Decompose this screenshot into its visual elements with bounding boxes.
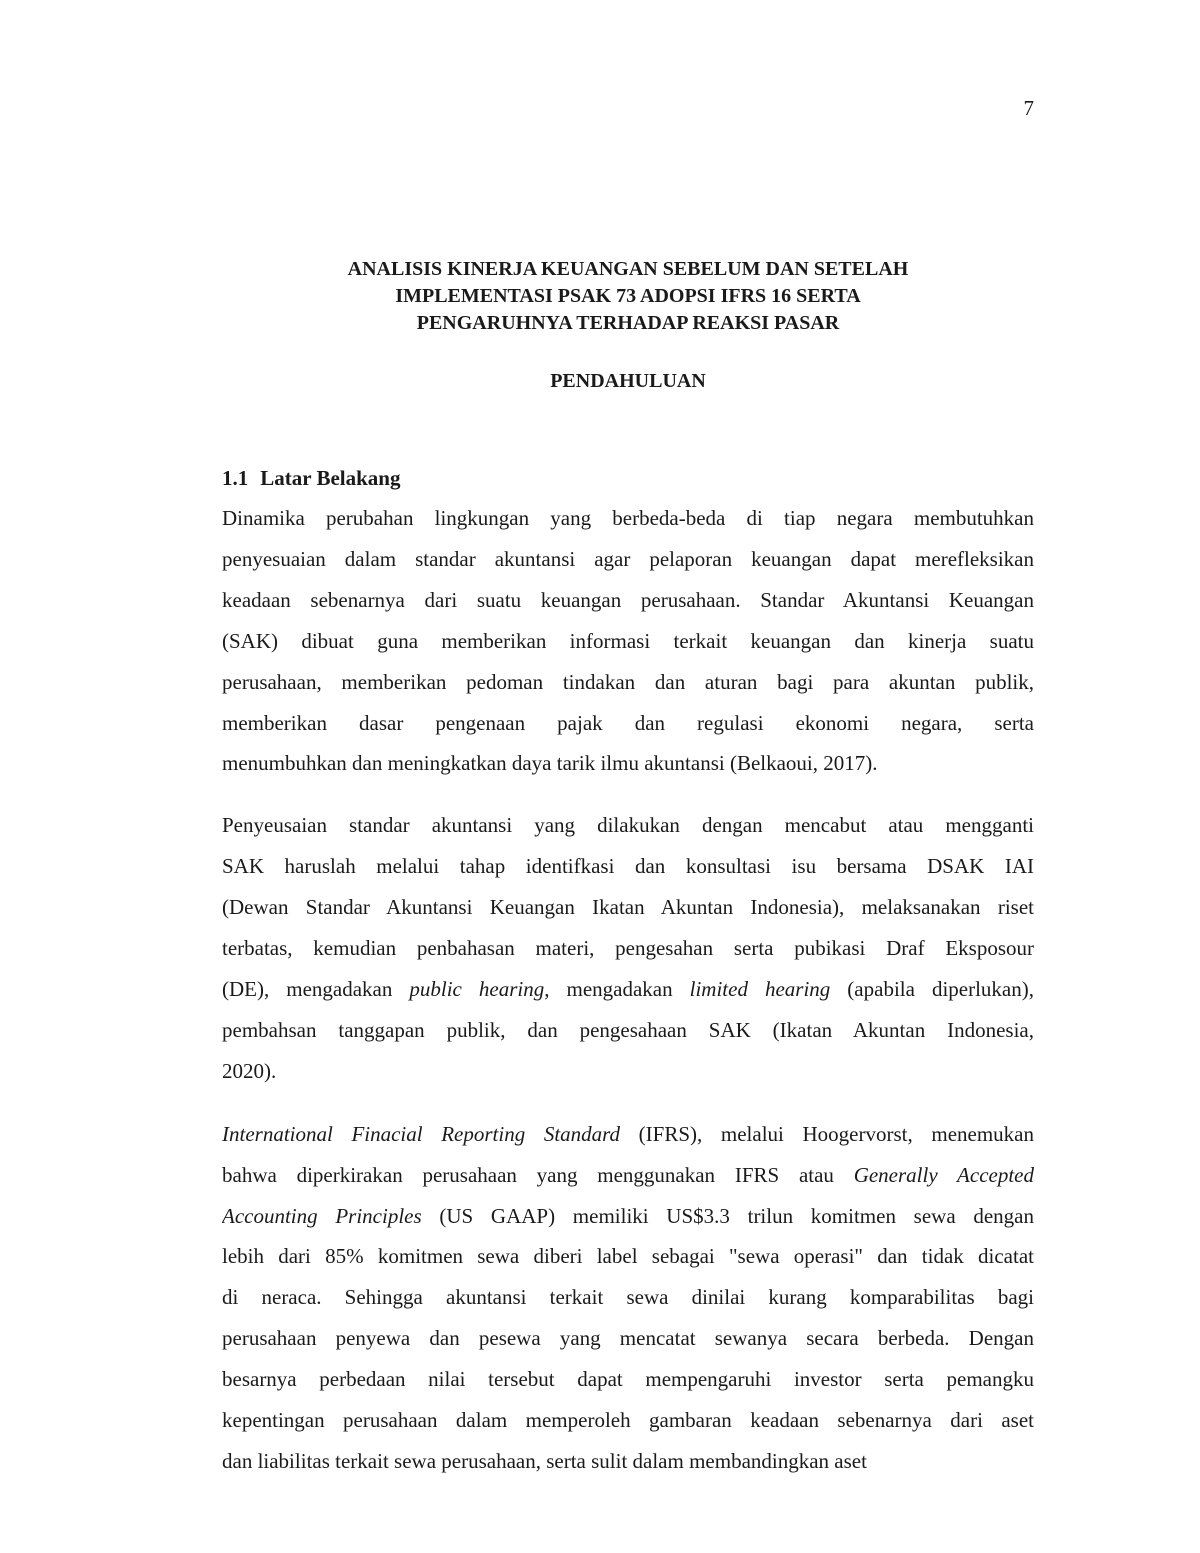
- text-line: lebih dari 85% komitmen sewa diberi label sebagai "sewa operasi" dan tidak dicatat: [222, 1244, 1034, 1269]
- italic-term: limited hearing: [689, 976, 831, 1001]
- text-line: [222, 969, 1034, 1010]
- title-line: IMPLEMENTASI PSAK 73 ADOPSI IFRS 16 SERTA: [395, 285, 861, 307]
- text-run: , mengadakan: [544, 976, 690, 1001]
- text-line: (SAK) dibuat guna memberikan informasi terkait keuangan dan kinerja suatu: [222, 628, 1034, 653]
- italic-term: International Finacial Reporting Standard: [222, 1121, 621, 1146]
- text-line: keadaan sebenarnya dari suatu keuangan perusahaan. Standar Akuntansi Keuangan: [222, 587, 1034, 612]
- text-line: perusahaan, memberikan pedoman tindakan dan aturan bagi para akuntan publik,: [222, 669, 1034, 694]
- text-line: SAK haruslah melalui tahap identifkasi dan konsultasi isu bersama DSAK IAI: [222, 854, 1034, 879]
- text-line: dan liabilitas terkait sewa perusahaan, serta sulit dalam membandingkan aset: [222, 1448, 867, 1473]
- title-line: ANALISIS KINERJA KEUANGAN SEBELUM DAN SETELAH: [347, 258, 909, 280]
- text-run: (IFRS), melalui Hoogervorst, menemukan: [620, 1121, 1034, 1146]
- text-line: kepentingan perusahaan dalam memperoleh gambaran keadaan sebenarnya dari aset: [222, 1408, 1034, 1433]
- text-line: penyesuaian dalam standar akuntansi agar pelaporan keuangan dapat merefleksikan: [222, 546, 1034, 571]
- text-line: Penyeusaian standar akuntansi yang dilakukan dengan mencabut atau mengganti: [222, 813, 1034, 838]
- document-title: [222, 256, 1034, 337]
- text-line: [222, 1114, 1034, 1155]
- body-text: [222, 498, 1034, 1503]
- section-heading: [222, 466, 400, 491]
- text-run: bahwa diperkirakan perusahaan yang menggunakan IFRS atau: [222, 1162, 854, 1187]
- italic-term: Generally Accepted: [853, 1162, 1034, 1187]
- section-number: 1.1: [222, 466, 249, 490]
- page-number: 7: [1023, 96, 1034, 120]
- text-line: [222, 1196, 1034, 1237]
- text-line: terbatas, kemudian penbahasan materi, pengesahan serta pubikasi Draf Eksposour: [222, 936, 1034, 961]
- text-line: 2020).: [222, 1058, 277, 1083]
- paragraph-3: [222, 1114, 1034, 1482]
- text-run: (DE), mengadakan: [222, 976, 410, 1001]
- text-line: Dinamika perubahan lingkungan yang berbeda-beda di tiap negara membutuhkan: [222, 506, 1034, 530]
- section-title: Latar Belakang: [260, 466, 401, 490]
- text-line: besarnya perbedaan nilai tersebut dapat mempengaruhi investor serta pemangku: [222, 1367, 1034, 1392]
- title-line: PENGARUHNYA TERHADAP REAKSI PASAR: [416, 312, 840, 334]
- text-line: (Dewan Standar Akuntansi Keuangan Ikatan Akuntan Indonesia), melaksanakan riset: [222, 895, 1034, 920]
- text-run: (US GAAP) memiliki US$3.3 trilun komitmen sewa dengan: [421, 1203, 1034, 1228]
- text-line: pembahsan tanggapan publik, dan pengesahaan SAK (Ikatan Akuntan Indonesia,: [222, 1017, 1034, 1042]
- text-line: perusahaan penyewa dan pesewa yang mencatat sewanya secara berbeda. Dengan: [222, 1326, 1034, 1351]
- text-line: di neraca. Sehingga akuntansi terkait sewa dinilai kurang komparabilitas bagi: [222, 1285, 1034, 1310]
- paragraph-2: [222, 805, 1034, 1091]
- paragraph-1: [222, 498, 1034, 784]
- italic-term: public hearing: [409, 976, 545, 1001]
- chapter-title: PENDAHULUAN: [550, 370, 706, 392]
- text-line: memberikan dasar pengenaan pajak dan regulasi ekonomi negara, serta: [222, 710, 1034, 735]
- text-run: (apabila diperlukan),: [830, 976, 1034, 1001]
- text-line: [222, 1155, 1034, 1196]
- italic-term: Accounting Principles: [222, 1203, 422, 1228]
- text-line: menumbuhkan dan meningkatkan daya tarik ilmu akuntansi (Belkaoui, 2017).: [222, 751, 878, 776]
